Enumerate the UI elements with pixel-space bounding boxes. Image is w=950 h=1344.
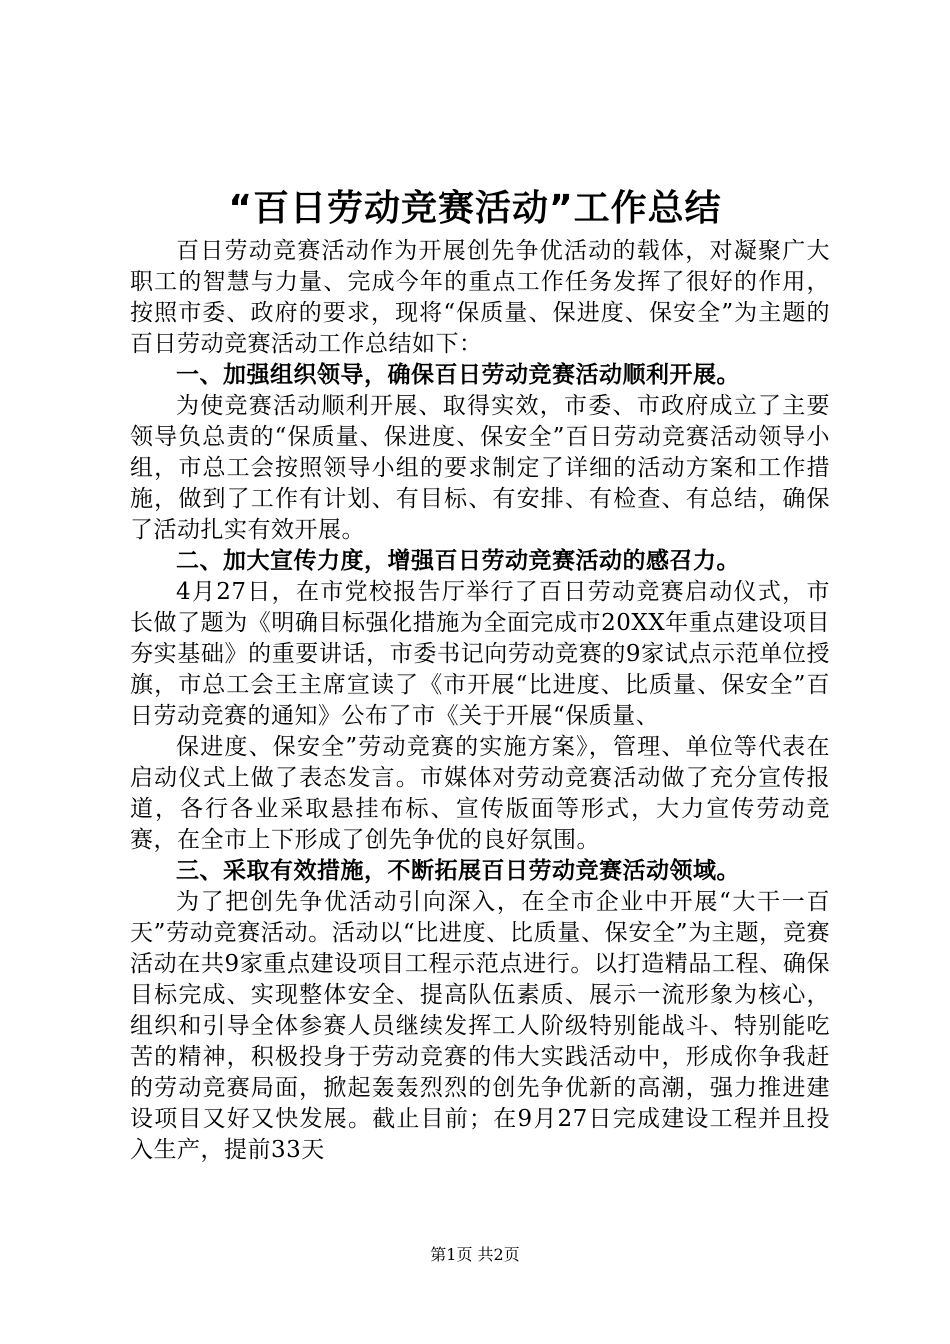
document-body (130, 236, 830, 1166)
section-2-paragraph-1: 4月27日，在市党校报告厅举行了百日劳动竞赛启动仪式，市长做了题为《明确目标强化措施为全面完成市20XX年重点建设项目夯实基础》的重要讲话，市委书记向劳动竞赛的9家试点示范单位授旗，市总工会王主席宣读了《市开展“比进度、比质量、保安全”百日劳动竞赛的通知》公布了市《关于开展“保质量、 (130, 579, 830, 729)
document-title: “百日劳动竞赛活动”工作总结 (228, 188, 722, 229)
section-3-heading: 三、采取有效措施，不断拓展百日劳动竞赛活动领域。 (176, 858, 740, 884)
section-2-heading: 二、加大宣传力度，增强百日劳动竞赛活动的感召力。 (176, 548, 740, 574)
intro-paragraph: 百日劳动竞赛活动作为开展创先争优活动的载体，对凝聚广大职工的智慧与力量、完成今年的重点工作任务发挥了很好的作用，按照市委、政府的要求，现将“保质量、保进度、保安全”为主题的百日劳动竞赛活动工作总结如下： (130, 238, 830, 357)
section-1-paragraph: 为使竞赛活动顺利开展、取得实效，市委、市政府成立了主要领导负总责的“保质量、保进度、保安全”百日劳动竞赛活动领导小组，市总工会按照领导小组的要求制定了详细的活动方案和工作措施，做到了工作有计划、有目标、有安排、有检查、有总结，确保了活动扎实有效开展。 (130, 393, 830, 543)
section-1-heading: 一、加强组织领导，确保百日劳动竞赛活动顺利开展。 (176, 362, 740, 388)
page-footer: 第1页 共2页 (430, 1245, 520, 1264)
section-3-paragraph: 为了把创先争优活动引向深入，在全市企业中开展“大干一百天”劳动竞赛活动。活动以“比进度、比质量、保安全”为主题，竞赛活动在共9家重点建设项目工程示范点进行。以打造精品工程、确保目标完成、实现整体安全、提高队伍素质、展示一流形象为核心，组织和引导全体参赛人员继续发挥工人阶级特别能战斗、特别能吃苦的精神，积极投身于劳动竞赛的伟大实践活动中，形成你争我赶的劳动竞赛局面，掀起轰轰烈烈的创先争优新的高潮，强力推进建设项目又好又快发展。截止目前；在9月27日完成建设工程并且投入生产，提前33天 (130, 889, 830, 1163)
section-2-paragraph-2: 保进度、保安全”劳动竞赛的实施方案》，管理、单位等代表在启动仪式上做了表态发言。市媒体对劳动竞赛活动做了充分宣传报道，各行各业采取悬挂布标、宣传版面等形式，大力宣传劳动竞赛，在全市上下形成了创先争优的良好氛围。 (130, 734, 830, 853)
